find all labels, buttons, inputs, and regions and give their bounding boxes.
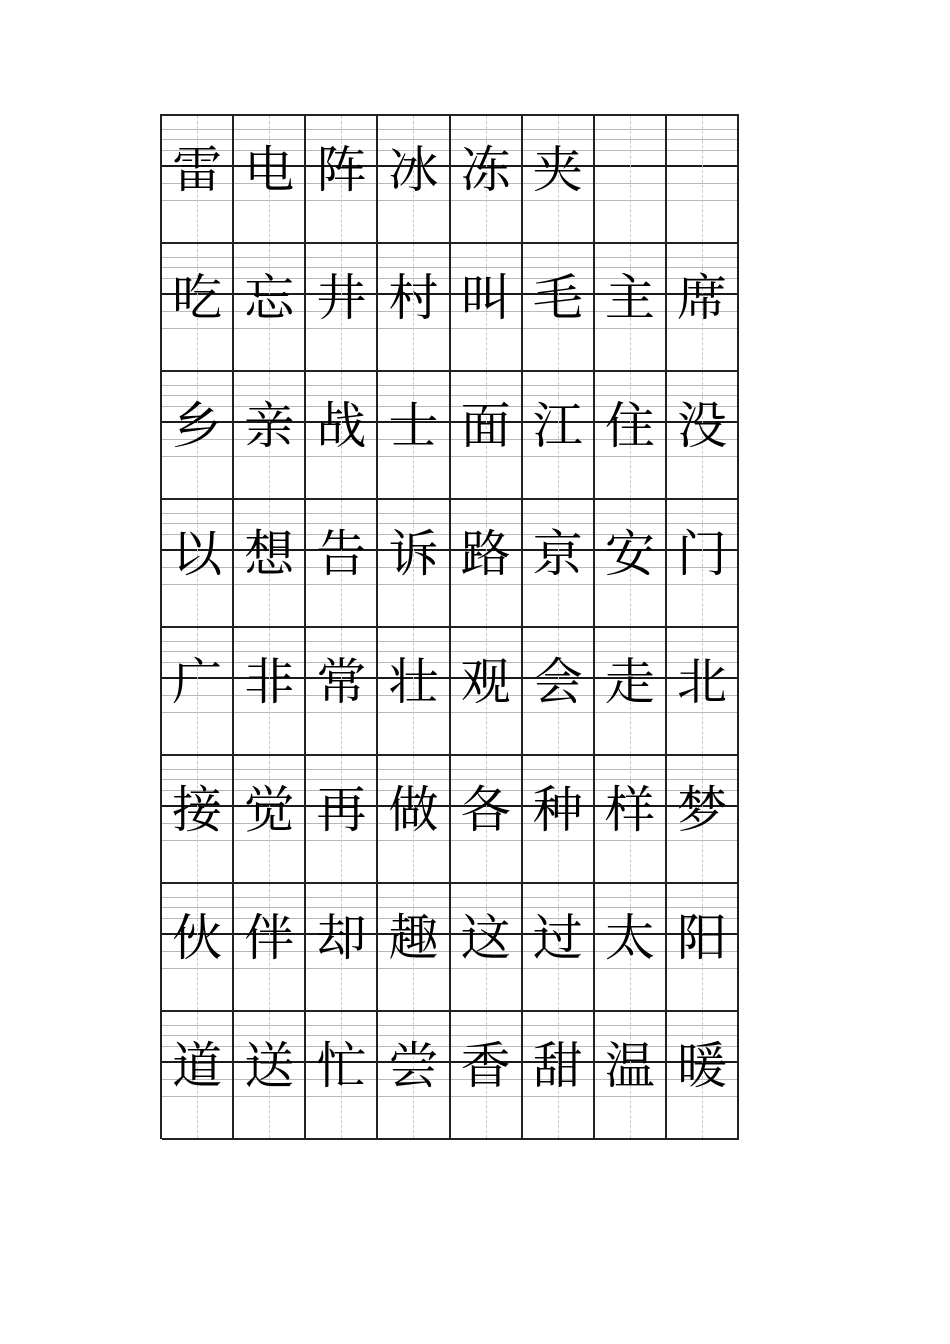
character: 主 <box>604 269 655 327</box>
grid-cell <box>378 1012 450 1140</box>
grid-cell <box>667 756 739 884</box>
character: 甜 <box>532 1037 583 1095</box>
character: 电 <box>244 141 295 199</box>
character: 面 <box>460 397 511 455</box>
grid-cell <box>162 372 234 500</box>
character: 暖 <box>676 1037 727 1095</box>
character: 江 <box>532 397 583 455</box>
character: 常 <box>316 653 367 711</box>
character: 各 <box>460 781 511 839</box>
character: 北 <box>676 653 727 711</box>
grid-cell <box>667 1012 739 1140</box>
grid-cell <box>234 1012 306 1140</box>
grid-cell <box>234 884 306 1012</box>
grid-cell <box>451 116 523 244</box>
grid-cell <box>306 628 378 756</box>
grid-cell <box>162 628 234 756</box>
grid-cell <box>595 756 667 884</box>
character: 样 <box>604 781 655 839</box>
character: 以 <box>172 525 223 583</box>
character: 这 <box>460 909 511 967</box>
character: 冰 <box>388 141 439 199</box>
grid-cell <box>595 1012 667 1140</box>
character: 温 <box>604 1037 655 1095</box>
grid-row-7 <box>162 884 739 1012</box>
grid-cell <box>451 372 523 500</box>
grid-row-2 <box>162 244 739 372</box>
character: 毛 <box>532 269 583 327</box>
grid-row-4 <box>162 500 739 628</box>
character: 阵 <box>316 141 367 199</box>
grid-cell <box>162 500 234 628</box>
grid-cell <box>306 1012 378 1140</box>
character: 忙 <box>316 1037 367 1095</box>
grid-cell <box>162 1012 234 1140</box>
grid-cell <box>523 500 595 628</box>
grid-cell <box>451 756 523 884</box>
character: 伙 <box>172 909 223 967</box>
character: 香 <box>460 1037 511 1095</box>
grid-cell <box>667 500 739 628</box>
character: 诉 <box>388 525 439 583</box>
grid-cell <box>162 116 234 244</box>
grid-cell <box>234 500 306 628</box>
grid-cell <box>306 756 378 884</box>
grid-cell <box>667 372 739 500</box>
grid-cell <box>451 1012 523 1140</box>
grid-cell <box>306 500 378 628</box>
grid-cell <box>162 884 234 1012</box>
grid-cell <box>523 884 595 1012</box>
grid-cell <box>378 628 450 756</box>
grid-row-5 <box>162 628 739 756</box>
grid-row-3 <box>162 372 739 500</box>
grid-cell <box>451 628 523 756</box>
character: 夹 <box>532 141 583 199</box>
character: 席 <box>676 269 727 327</box>
character: 趣 <box>388 909 439 967</box>
grid-row-1 <box>162 116 739 244</box>
character: 壮 <box>388 653 439 711</box>
character: 井 <box>316 269 367 327</box>
grid-cell <box>523 372 595 500</box>
grid-cell <box>234 244 306 372</box>
character: 接 <box>172 781 223 839</box>
character: 送 <box>244 1037 295 1095</box>
character: 走 <box>604 653 655 711</box>
character: 忘 <box>244 269 295 327</box>
grid-cell <box>523 628 595 756</box>
character: 安 <box>604 525 655 583</box>
grid-cell <box>595 884 667 1012</box>
character: 路 <box>460 525 511 583</box>
character: 觉 <box>244 781 295 839</box>
grid-cell <box>306 884 378 1012</box>
grid-cell <box>234 372 306 500</box>
grid-cell <box>523 116 595 244</box>
grid-cell <box>234 756 306 884</box>
grid-cell <box>451 244 523 372</box>
grid-cell <box>523 244 595 372</box>
character: 阳 <box>676 909 727 967</box>
grid-cell <box>595 244 667 372</box>
grid-cell <box>378 116 450 244</box>
character: 过 <box>532 909 583 967</box>
character: 亲 <box>244 397 295 455</box>
character: 雷 <box>172 141 223 199</box>
grid-cell <box>667 628 739 756</box>
grid-cell <box>595 372 667 500</box>
character: 却 <box>316 909 367 967</box>
character: 乡 <box>172 397 223 455</box>
character: 住 <box>604 397 655 455</box>
character: 广 <box>172 653 223 711</box>
character: 种 <box>532 781 583 839</box>
grid-cell-empty <box>667 116 739 244</box>
character: 非 <box>244 653 295 711</box>
character: 会 <box>532 653 583 711</box>
grid-cell-empty <box>595 116 667 244</box>
character: 士 <box>388 397 439 455</box>
character: 尝 <box>388 1037 439 1095</box>
grid-cell <box>306 372 378 500</box>
character: 战 <box>316 397 367 455</box>
grid-cell <box>595 628 667 756</box>
grid-cell <box>451 884 523 1012</box>
grid-cell <box>451 500 523 628</box>
grid-row-6 <box>162 756 739 884</box>
character: 太 <box>604 909 655 967</box>
grid-cell <box>306 116 378 244</box>
character: 再 <box>316 781 367 839</box>
grid-cell <box>378 756 450 884</box>
character: 道 <box>172 1037 223 1095</box>
character: 告 <box>316 525 367 583</box>
character: 村 <box>388 269 439 327</box>
grid-cell <box>523 756 595 884</box>
grid-cell <box>378 244 450 372</box>
character: 京 <box>532 525 583 583</box>
grid-cell <box>234 116 306 244</box>
character: 梦 <box>676 781 727 839</box>
grid-cell <box>595 500 667 628</box>
character: 没 <box>676 397 727 455</box>
grid-row-8 <box>162 1012 739 1140</box>
grid-cell <box>667 884 739 1012</box>
character: 冻 <box>460 141 511 199</box>
grid-cell <box>378 372 450 500</box>
character: 门 <box>676 525 727 583</box>
character: 做 <box>388 781 439 839</box>
grid-cell <box>378 500 450 628</box>
character: 叫 <box>460 269 511 327</box>
grid-cell <box>378 884 450 1012</box>
character: 想 <box>244 525 295 583</box>
character: 吃 <box>172 269 223 327</box>
grid-cell <box>523 1012 595 1140</box>
grid-cell <box>306 244 378 372</box>
grid-cell <box>667 244 739 372</box>
character: 观 <box>460 653 511 711</box>
character: 伴 <box>244 909 295 967</box>
character-writing-grid <box>160 114 739 1139</box>
grid-cell <box>162 756 234 884</box>
grid-cell <box>234 628 306 756</box>
grid-cell <box>162 244 234 372</box>
